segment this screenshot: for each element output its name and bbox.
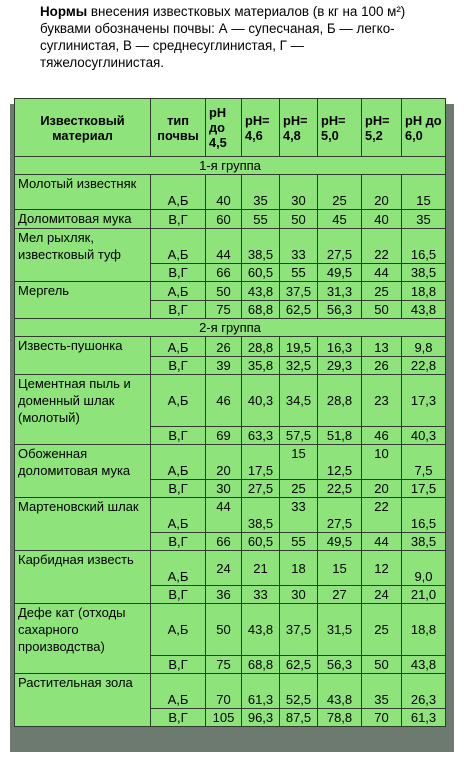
value-cell: 26 xyxy=(206,337,242,357)
value-cell: 75 xyxy=(206,656,242,674)
value-cell: 18 xyxy=(280,551,318,586)
value-cell: 31,5 xyxy=(318,604,362,656)
value-cell: 105 xyxy=(206,709,242,727)
soil-type: В,Г xyxy=(151,533,206,551)
value-cell: 33 xyxy=(280,229,318,264)
value-cell: 37,5 xyxy=(280,282,318,301)
table-row xyxy=(15,498,446,533)
soil-type: А,Б xyxy=(151,498,206,533)
value-cell: 20 xyxy=(206,445,242,480)
header-ph-46: pH= 4,6 xyxy=(242,99,280,157)
value-cell: 51,8 xyxy=(318,427,362,445)
intro-text xyxy=(40,3,430,71)
value-cell: 10 xyxy=(362,445,402,480)
value-cell: 30 xyxy=(280,586,318,604)
value-cell: 15 xyxy=(318,551,362,586)
header-ph-52: pH= 5,2 xyxy=(362,99,402,157)
soil-type: В,Г xyxy=(151,480,206,498)
header-ph-50: pH= 5,0 xyxy=(318,99,362,157)
value-cell: 12 xyxy=(362,551,402,586)
value-cell: 35 xyxy=(402,210,446,229)
soil-type: В,Г xyxy=(151,264,206,282)
value-cell: 45 xyxy=(318,210,362,229)
value-cell: 60 xyxy=(206,210,242,229)
table-row xyxy=(15,375,446,427)
value-cell: 13 xyxy=(362,337,402,357)
value-cell: 29,3 xyxy=(318,357,362,375)
value-cell: 44 xyxy=(362,264,402,282)
soil-type: В,Г xyxy=(151,210,206,229)
value-cell: 56,3 xyxy=(318,656,362,674)
value-cell: 55 xyxy=(242,210,280,229)
group-row xyxy=(15,157,446,175)
value-cell: 40,3 xyxy=(402,427,446,445)
value-cell: 70 xyxy=(206,674,242,709)
value-cell: 16,5 xyxy=(402,498,446,533)
value-cell: 35 xyxy=(242,175,280,210)
value-cell: 17,3 xyxy=(402,375,446,427)
value-cell: 23 xyxy=(362,375,402,427)
value-cell: 46 xyxy=(206,375,242,427)
value-cell: 52,5 xyxy=(280,674,318,709)
value-cell: 33 xyxy=(280,498,318,533)
value-cell: 27,5 xyxy=(318,498,362,533)
value-cell: 68,8 xyxy=(242,656,280,674)
value-cell: 66 xyxy=(206,533,242,551)
value-cell: 50 xyxy=(362,301,402,319)
material-name: Мартеновский шлак xyxy=(15,498,151,551)
value-cell: 9,0 xyxy=(402,551,446,586)
material-name: Мел рыхляк, известковый туф xyxy=(15,229,151,282)
intro-rest: внесения известковых материалов (в кг на 100 м²) буквами обозначены почвы: А — супесчаная, Б — легко-суглинистая, В — среднесуглинистая, Г — тяжелосуглинистая. xyxy=(40,4,406,70)
group-label: 2-я группа xyxy=(15,319,446,337)
value-cell: 21 xyxy=(242,551,280,586)
table-row xyxy=(15,674,446,709)
soil-type: В,Г xyxy=(151,301,206,319)
value-cell: 43,8 xyxy=(242,604,280,656)
header-material: Известковый материал xyxy=(15,99,151,157)
value-cell: 43,8 xyxy=(318,674,362,709)
value-cell: 43,8 xyxy=(242,282,280,301)
value-cell: 31,3 xyxy=(318,282,362,301)
value-cell: 34,5 xyxy=(280,375,318,427)
value-cell: 32,5 xyxy=(280,357,318,375)
value-cell: 26,3 xyxy=(402,674,446,709)
value-cell: 15 xyxy=(402,175,446,210)
value-cell: 50 xyxy=(206,604,242,656)
value-cell: 70 xyxy=(362,709,402,727)
value-cell: 36 xyxy=(206,586,242,604)
value-cell: 21,0 xyxy=(402,586,446,604)
value-cell: 26 xyxy=(362,357,402,375)
soil-type: В,Г xyxy=(151,709,206,727)
value-cell: 43,8 xyxy=(402,656,446,674)
table-row xyxy=(15,604,446,656)
soil-type: В,Г xyxy=(151,427,206,445)
value-cell: 38,5 xyxy=(402,533,446,551)
value-cell: 27,5 xyxy=(242,480,280,498)
value-cell: 27,5 xyxy=(318,229,362,264)
material-name: Доломитовая мука xyxy=(15,210,151,229)
material-name: Карбидная известь xyxy=(15,551,151,604)
value-cell: 25 xyxy=(318,175,362,210)
material-name: Цементная пыль и доменный шлак (молотый) xyxy=(15,375,151,445)
header-ph-48: pH= 4,8 xyxy=(280,99,318,157)
value-cell: 62,5 xyxy=(280,656,318,674)
value-cell: 22 xyxy=(362,229,402,264)
value-cell: 28,8 xyxy=(242,337,280,357)
value-cell: 40 xyxy=(362,210,402,229)
value-cell: 56,3 xyxy=(318,301,362,319)
material-name: Молотый известняк xyxy=(15,175,151,210)
soil-type: А,Б xyxy=(151,674,206,709)
value-cell: 49,5 xyxy=(318,264,362,282)
value-cell: 50 xyxy=(362,656,402,674)
value-cell: 44 xyxy=(206,498,242,533)
value-cell: 20 xyxy=(362,480,402,498)
value-cell: 44 xyxy=(206,229,242,264)
soil-type: В,Г xyxy=(151,357,206,375)
value-cell: 37,5 xyxy=(280,604,318,656)
table-row xyxy=(15,229,446,264)
value-cell: 75 xyxy=(206,301,242,319)
table-row xyxy=(15,551,446,586)
value-cell: 35,8 xyxy=(242,357,280,375)
soil-type: А,Б xyxy=(151,282,206,301)
material-name: Растительная зола xyxy=(15,674,151,727)
value-cell: 66 xyxy=(206,264,242,282)
value-cell: 38,5 xyxy=(402,264,446,282)
value-cell: 18,8 xyxy=(402,282,446,301)
value-cell: 17,5 xyxy=(242,445,280,480)
value-cell: 27 xyxy=(318,586,362,604)
value-cell: 24 xyxy=(206,551,242,586)
value-cell: 7,5 xyxy=(402,445,446,480)
value-cell: 40,3 xyxy=(242,375,280,427)
table-row xyxy=(15,445,446,480)
value-cell: 61,3 xyxy=(402,709,446,727)
soil-type: А,Б xyxy=(151,375,206,427)
soil-type: А,Б xyxy=(151,229,206,264)
value-cell: 50 xyxy=(206,282,242,301)
soil-type: А,Б xyxy=(151,551,206,586)
table-row xyxy=(15,175,446,210)
value-cell: 22,8 xyxy=(402,357,446,375)
value-cell: 61,3 xyxy=(242,674,280,709)
header-ph-60: pH до 6,0 xyxy=(402,99,446,157)
material-name: Обоженная доломитовая мука xyxy=(15,445,151,498)
value-cell: 49,5 xyxy=(318,533,362,551)
value-cell: 16,5 xyxy=(402,229,446,264)
value-cell: 62,5 xyxy=(280,301,318,319)
value-cell: 25 xyxy=(362,604,402,656)
value-cell: 63,3 xyxy=(242,427,280,445)
value-cell: 22 xyxy=(362,498,402,533)
header-ph-45: pH до 4,5 xyxy=(206,99,242,157)
liming-norms-table xyxy=(14,98,446,727)
material-name: Мергель xyxy=(15,282,151,319)
material-name: Известь-пушонка xyxy=(15,337,151,375)
header-row xyxy=(15,99,446,157)
soil-type: В,Г xyxy=(151,656,206,674)
value-cell: 16,3 xyxy=(318,337,362,357)
group-label: 1-я группа xyxy=(15,157,446,175)
table-row xyxy=(15,337,446,357)
material-name: Дефе кат (отходы сахарного производства) xyxy=(15,604,151,674)
value-cell: 55 xyxy=(280,264,318,282)
value-cell: 24 xyxy=(362,586,402,604)
value-cell: 28,8 xyxy=(318,375,362,427)
value-cell: 17,5 xyxy=(402,480,446,498)
group-row xyxy=(15,319,446,337)
value-cell: 68,8 xyxy=(242,301,280,319)
soil-type: В,Г xyxy=(151,586,206,604)
value-cell: 33 xyxy=(242,586,280,604)
value-cell: 30 xyxy=(206,480,242,498)
value-cell: 15 xyxy=(280,445,318,480)
header-soil: тип почвы xyxy=(151,99,206,157)
value-cell: 25 xyxy=(280,480,318,498)
soil-type: А,Б xyxy=(151,445,206,480)
soil-type: А,Б xyxy=(151,604,206,656)
value-cell: 25 xyxy=(362,282,402,301)
soil-type: А,Б xyxy=(151,337,206,357)
value-cell: 43,8 xyxy=(402,301,446,319)
value-cell: 38,5 xyxy=(242,229,280,264)
value-cell: 78,8 xyxy=(318,709,362,727)
value-cell: 9,8 xyxy=(402,337,446,357)
intro-bold: Нормы xyxy=(40,4,88,19)
value-cell: 96,3 xyxy=(242,709,280,727)
value-cell: 69 xyxy=(206,427,242,445)
value-cell: 19,5 xyxy=(280,337,318,357)
value-cell: 22,5 xyxy=(318,480,362,498)
value-cell: 55 xyxy=(280,533,318,551)
value-cell: 18,8 xyxy=(402,604,446,656)
value-cell: 57,5 xyxy=(280,427,318,445)
value-cell: 38,5 xyxy=(242,498,280,533)
value-cell: 30 xyxy=(280,175,318,210)
value-cell: 44 xyxy=(362,533,402,551)
value-cell: 20 xyxy=(362,175,402,210)
value-cell: 46 xyxy=(362,427,402,445)
value-cell: 39 xyxy=(206,357,242,375)
table-row xyxy=(15,210,446,229)
value-cell: 60,5 xyxy=(242,264,280,282)
soil-type: А,Б xyxy=(151,175,206,210)
value-cell: 60,5 xyxy=(242,533,280,551)
value-cell: 87,5 xyxy=(280,709,318,727)
value-cell: 40 xyxy=(206,175,242,210)
value-cell: 35 xyxy=(362,674,402,709)
table-row xyxy=(15,282,446,301)
value-cell: 50 xyxy=(280,210,318,229)
value-cell: 12,5 xyxy=(318,445,362,480)
